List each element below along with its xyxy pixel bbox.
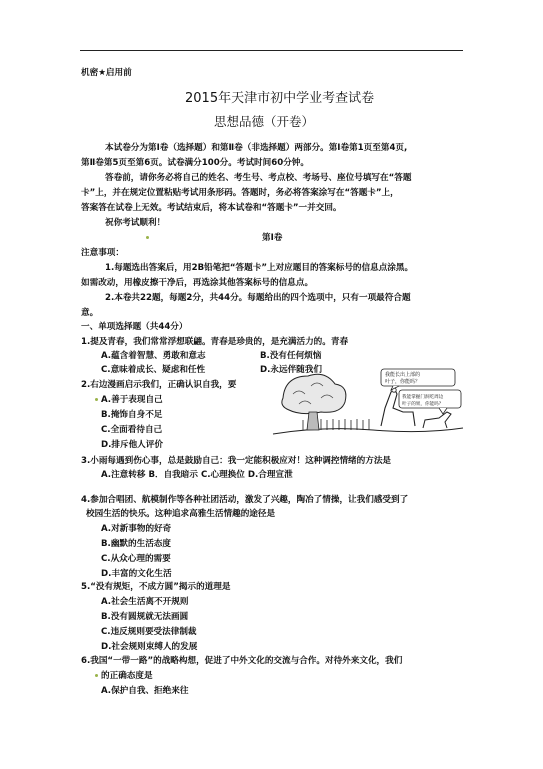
q1-option-b: B.没有任何烦恼 (260, 351, 322, 361)
q6-stem-1: 6.我国“一带一路”的战略构想，促进了中外文化的交流与合作。对待外来文化，我们 (81, 656, 403, 666)
q5-option-c: C.违反规则要受法律制裁 (101, 627, 197, 637)
notice-line-1: 1.每题选出答案后，用2B铅笔把“答题卡”上对应题目的答案标号的信息点涂黑。 (105, 263, 414, 273)
q2-option-b: B.掩饰自身不足 (101, 410, 163, 420)
q4-option-c: C.从众心理的需要 (101, 554, 171, 564)
intro-line-2: 第Ⅱ卷第5页至第6页。试卷满分100分。考试时间60分钟。 (81, 158, 309, 168)
part-one-heading: 第Ⅰ卷 (262, 233, 283, 243)
header-rule (80, 50, 463, 51)
q6-option-a: A.保护自我、拒绝来往 (101, 686, 189, 696)
q5-option-b: B.没有圆规就无法画圆 (101, 612, 189, 622)
q5-stem: 5.“没有规矩，不成方圆”揭示的道理是 (81, 582, 231, 592)
q2-stem: 2.右边漫画启示我们，正确认识自我，要 (81, 380, 237, 390)
q5-option-d: D.社会规则束缚人的发展 (101, 642, 198, 652)
intro-line-4: 卡”上，并在规定位置粘贴考试用条形码。答题时，务必将答案涂写在“答题卡”上， (81, 188, 399, 198)
q2-option-c: C.全面看待自己 (101, 425, 163, 435)
bullet-dot (146, 236, 149, 239)
notice-line-3: 2.本卷共22题，每题2分，共44分。每题给出的四个选项中，只有一项最符合题 (105, 293, 411, 303)
exam-subtitle: 思想品德（开卷） (214, 114, 315, 129)
bubble1-line-2: 叶子，你能吗？ (385, 379, 421, 385)
q1-option-c: C.意味着成长、疑虑和任性 (101, 365, 206, 375)
notice-line-4: 意。 (81, 308, 99, 318)
q5-option-a: A.社会生活离不开规则 (101, 597, 189, 607)
intro-line-6: 祝你考试顺利！ (105, 218, 166, 228)
intro-line-5: 答案答在试卷上无效。考试结束后，将本试卷和“答题卡”一并交回。 (81, 203, 342, 213)
cartoon-illustration (263, 368, 466, 440)
bullet-dot (95, 674, 98, 677)
exam-title: 2015年天津市初中学业考查试卷 (185, 91, 375, 106)
q2-option-d: D.排斥他人评价 (101, 440, 163, 450)
q2-option-a: A.善于表现自己 (101, 395, 163, 405)
bubble1-line-1: 我能长出上部的 (385, 372, 421, 378)
section-heading: 一、单项选择题（共44分） (81, 322, 188, 332)
notice-line-2: 如需改动，用橡皮擦干净后，再选涂其他答案标号的信息点。 (81, 278, 314, 288)
notice-heading: 注意事项： (81, 248, 124, 258)
bullet-dot (95, 398, 98, 401)
intro-line-1: 本试卷分为第Ⅰ卷（选择题）和第Ⅱ卷（非选择题）两部分。第Ⅰ卷第1页至第4页, (105, 143, 408, 153)
q3-stem: 3.小雨每遇到伤心事，总是鼓励自己：我一定能积极应对！这种调控情绪的方法是 (81, 456, 392, 466)
bubble2-line-1: 我能掌握门洞吃周边 (402, 395, 444, 400)
q6-stem-2: 的正确态度是 (101, 671, 153, 681)
q4-option-b: B.幽默的生活态度 (101, 539, 171, 549)
q4-option-a: A.对新事物的好奇 (101, 524, 172, 534)
q4-stem-1: 4.参加合唱团、航模制作等各种社团活动，激发了兴趣，陶冶了情操，让我们感受到了 (81, 495, 409, 505)
intro-line-3: 答卷前，请你务必将自己的姓名、考生号、考点校、考场号、座位号填写在“答题 (105, 173, 412, 183)
q3-options: A.注意转移 B．自我暗示 C.心理换位 D.合理宣泄 (101, 470, 293, 480)
q1-option-a: A.蕴含着智慧、勇敢和意志 (101, 351, 206, 361)
q1-stem: 1.提及青春，我们常常浮想联翩。青春是珍贵的，是充满活力的。青春 (81, 337, 349, 347)
q4-stem-2: 校园生活的快乐。这种追求高雅生活情趣的途径是 (86, 509, 276, 519)
confidential-mark: 机密★启用前 (81, 68, 132, 78)
bubble2-line-2: 叶子的果，你能吗？ (402, 402, 444, 407)
q4-option-d: D.丰富的文化生活 (101, 569, 172, 579)
q1-option-d: D.永远伴随我们 (260, 365, 322, 375)
